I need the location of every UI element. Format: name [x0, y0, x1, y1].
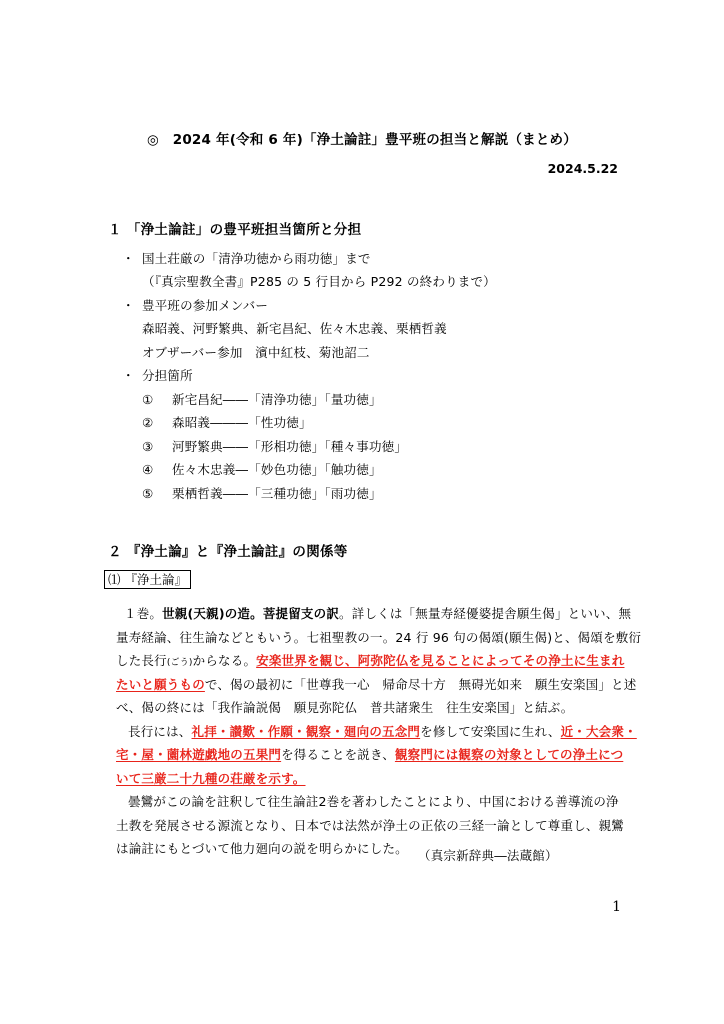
document-date: 2024.5.22 — [547, 161, 618, 176]
paragraph-1-line-3 — [116, 653, 624, 671]
range-reference: （『真宗聖教全書』P285 の 5 行目から P292 の終わりまで） — [142, 274, 496, 289]
text-run: 長行には、 — [128, 724, 192, 739]
document-title: ◎ 2024 年(令和 6 年)「浄土論註」豊平班の担当と解説（まとめ） — [147, 132, 577, 148]
paragraph-2-line-3 — [116, 771, 306, 787]
observers-list: オブザーバー参加 濱中紅枝、菊池詔二 — [142, 345, 370, 360]
highlight-text: 観察門には観察の対象としての浄土につ — [394, 747, 624, 762]
assignment-number: ③ — [142, 439, 154, 454]
paragraph-1-line-4 — [116, 677, 636, 693]
text-run: を修して安楽国に生れ、 — [420, 724, 561, 739]
range-label: 国土荘厳の「清浄功徳から雨功徳」まで — [142, 251, 371, 266]
bullet-mark: ・ — [122, 368, 135, 383]
highlight-text: たいと願うもの — [116, 677, 205, 692]
paragraph-3-line-1: 曇鸞がこの論を註釈して往生論註2巻を著わしたことにより、中国における善導流の浄 — [128, 794, 619, 809]
section-2-heading: ２ 『浄土論』と『浄土論註』の関係等 — [108, 544, 348, 560]
assignment-number: ② — [142, 415, 154, 430]
assignments-label: 分担箇所 — [142, 368, 193, 383]
paragraph-1-line-5: べ、偈の終には「我作論説偈 願見弥陀仏 普共諸衆生 往生安楽国」と結ぶ。 — [116, 700, 574, 715]
assignment-item: 河野繁典――「形相功徳」「種々事功徳」 — [172, 439, 408, 454]
paragraph-1-line-2: 量寿経論、往生論などともいう。七祖聖教の一。24 行 96 句の偈頌(願生偈)と、偈頌を敷衍 — [116, 630, 642, 645]
assignment-number: ① — [142, 392, 154, 407]
text-run: 。詳しくは「無量寿経優婆提舎願生偈」といい、無 — [339, 606, 632, 621]
members-label: 豊平班の参加メンバー — [142, 298, 269, 313]
text-run: で、偈の最初に「世尊我一心 帰命尽十方 無碍光如来 願生安楽国」と述 — [204, 677, 637, 692]
highlight-text: 宅・屋・薗林遊戯地の五果門 — [116, 747, 282, 762]
paragraph-3-line-3: は論註にもとづいて他力廻向の説を明らかにした。 — [116, 841, 408, 856]
highlight-text: 礼拝・讃歎・作願・観察・廻向の五念門 — [191, 724, 421, 739]
paragraph-3-line-2: 土教を発展させる源流となり、日本では法然が浄土の正依の三経一論として尊重し、親鸞 — [116, 818, 625, 833]
paragraph-2-line-1 — [128, 724, 637, 740]
highlight-text: いて三厳二十九種の荘厳を示す。 — [116, 771, 306, 786]
assignment-number: ⑤ — [142, 486, 154, 501]
author-translator: 世親(天親)の造。菩提留支の訳 — [162, 606, 340, 621]
bullet-mark: ・ — [122, 298, 135, 313]
assignment-item: 栗栖哲義――「三種功徳」「雨功徳」 — [172, 486, 382, 501]
assignment-number: ④ — [142, 462, 154, 477]
paragraph-2-line-2 — [116, 747, 623, 763]
subsection-label-box: ⑴ 『浄土論』 — [104, 570, 191, 589]
assignment-item: 佐々木忠義―「妙色功徳」「触功徳」 — [172, 462, 382, 477]
text-run: した長行 — [116, 653, 167, 668]
page-number: 1 — [612, 899, 621, 915]
source-citation: （真宗新辞典―法蔵館） — [418, 848, 558, 863]
bullet-mark: ・ — [122, 251, 135, 266]
ruby-reading: (ごう) — [166, 658, 193, 668]
assignment-item: 森昭義―――「性功徳」 — [172, 415, 312, 430]
highlight-text: 近・大会衆・ — [560, 724, 637, 739]
highlight-text: 安楽世界を観じ、阿弥陀仏を見ることによってその浄土に生まれ — [256, 653, 625, 668]
paragraph-1-line-1 — [124, 606, 631, 622]
section-1-heading: １ 「浄土論註」の豊平班担当箇所と分担 — [108, 222, 362, 238]
assignment-item: 新宅昌紀――「清浄功徳」「量功徳」 — [172, 392, 382, 407]
text-run: １巻。 — [124, 606, 163, 621]
text-run: を得ることを説き、 — [281, 747, 395, 762]
members-list: 森昭義、河野繁典、新宅昌紀、佐々木忠義、栗栖哲義 — [142, 321, 447, 336]
text-run: からなる。 — [192, 653, 257, 668]
